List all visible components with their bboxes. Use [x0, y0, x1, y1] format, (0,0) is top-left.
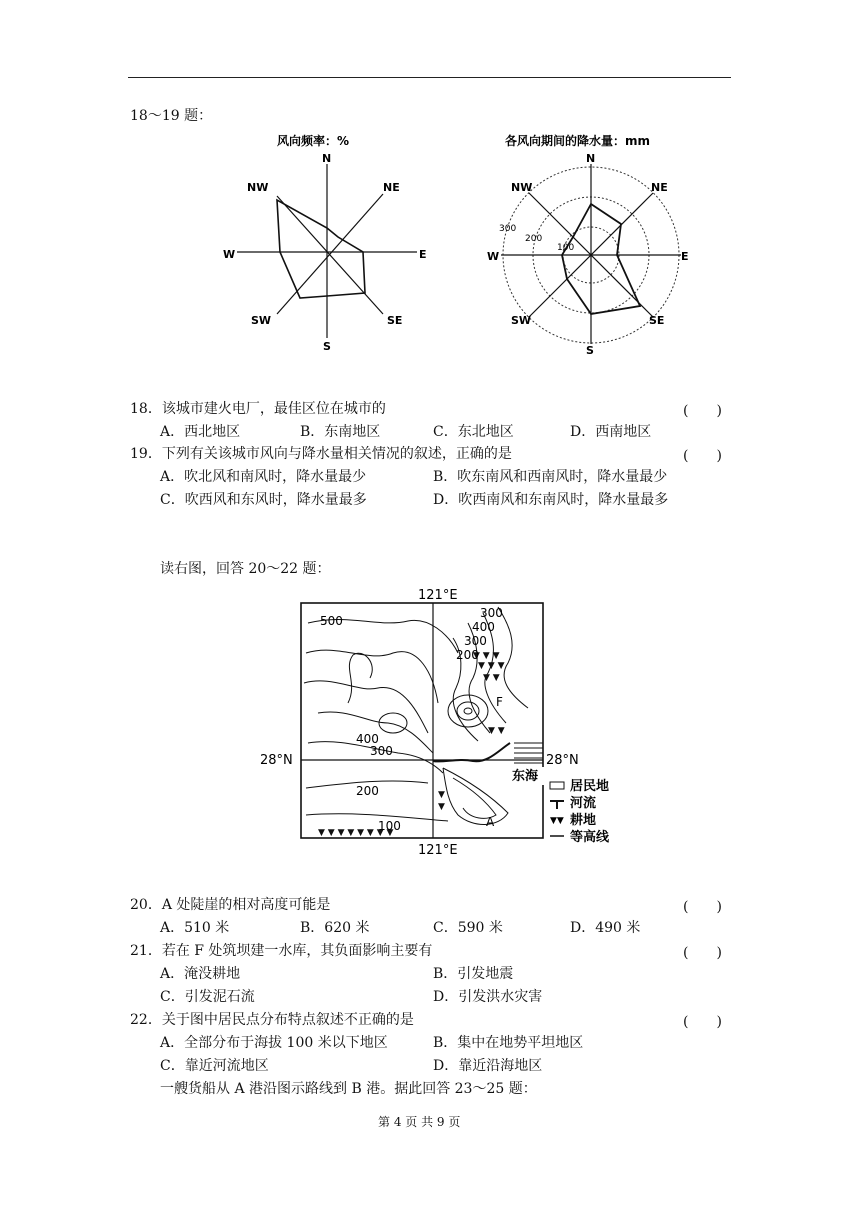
- q21-option-d: D．引发洪水灾害: [433, 989, 543, 1005]
- header-rule: [128, 77, 731, 78]
- rose2-label-ne: NE: [651, 181, 668, 194]
- legend-farmland: 耕地: [570, 813, 597, 828]
- rose1-label-w: W: [223, 248, 236, 261]
- q18-option-d: D．西南地区: [570, 424, 652, 440]
- rose2-label-e: E: [681, 250, 689, 263]
- legend-river-icon: [550, 801, 564, 809]
- ring-label-100: 100: [557, 243, 575, 253]
- q22-stem: 22．关于图中居民点分布特点叙述不正确的是: [130, 1012, 414, 1028]
- rose2-title: 各风向期间的降水量：mm: [505, 134, 651, 148]
- q19-option-c: C．吹西风和东风时，降水量最多: [160, 492, 367, 508]
- section-intro-23-25: 一艘货船从 A 港沿图示路线到 B 港。据此回答 23～25 题：: [160, 1081, 537, 1097]
- q21-option-a: A．淹没耕地: [160, 966, 241, 982]
- q18-answer-paren: ( ): [683, 403, 722, 419]
- legend-settlement-icon: [550, 782, 564, 789]
- lon-label-top: 121°E: [418, 588, 458, 603]
- q20-option-d: D．490 米: [570, 920, 641, 936]
- q21-stem: 21．若在 F 处筑坝建一水库，其负面影响主要有: [130, 943, 433, 959]
- contour-label-300-top: 300: [480, 606, 503, 620]
- rose2-label-sw: SW: [511, 314, 532, 327]
- point-a-label: A: [486, 815, 495, 829]
- svg-text:▼: ▼: [438, 790, 445, 800]
- legend-contour: 等高线: [570, 830, 610, 845]
- ring-label-200: 200: [525, 234, 543, 244]
- q20-answer-paren: ( ): [683, 899, 722, 915]
- q18-option-b: B．东南地区: [300, 424, 381, 440]
- contour-label-500: 500: [320, 614, 343, 628]
- svg-text:▼ ▼ ▼ ▼ ▼ ▼ ▼ ▼: ▼ ▼ ▼ ▼ ▼ ▼ ▼ ▼: [318, 828, 394, 838]
- sea-label: 东海: [512, 769, 539, 784]
- q19-answer-paren: ( ): [683, 448, 722, 464]
- svg-text:▼: ▼: [438, 802, 445, 812]
- rose1-label-e: E: [419, 248, 427, 261]
- q22-option-a: A．全部分布于海拔 100 米以下地区: [160, 1035, 388, 1051]
- legend-farmland-icon: ▼▼: [550, 816, 564, 826]
- contour-label-300-upper: 300: [464, 634, 487, 648]
- q20-option-b: B．620 米: [300, 920, 370, 936]
- q18-option-c: C．东北地区: [433, 424, 514, 440]
- legend-settlement: 居民地: [570, 779, 610, 794]
- frequency-polygon: [277, 200, 365, 298]
- rose1-label-sw: SW: [251, 314, 272, 327]
- q20-option-c: C．590 米: [433, 920, 503, 936]
- contour-label-100: 100: [378, 819, 401, 833]
- q22-answer-paren: ( ): [683, 1014, 722, 1030]
- svg-text:▼ ▼ ▼: ▼ ▼ ▼: [473, 651, 500, 661]
- contour-label-400-top: 400: [472, 620, 495, 634]
- q18-option-a: A．西北地区: [160, 424, 241, 440]
- svg-text:▼ ▼: ▼ ▼: [488, 726, 505, 736]
- rose2-label-s: S: [586, 344, 594, 357]
- wind-frequency-rose: [215, 128, 440, 358]
- q19-stem: 19．下列有关该城市风向与降水量相关情况的叙述，正确的是: [130, 446, 512, 462]
- page-footer: 第 4 页 共 9 页: [378, 1115, 461, 1129]
- contour-label-200-upper: 200: [456, 648, 479, 662]
- rose1-label-s: S: [323, 340, 331, 353]
- q19-option-d: D．吹西南风和东南风时，降水量最多: [433, 492, 669, 508]
- rose1-label-ne: NE: [383, 181, 400, 194]
- svg-text:▼ ▼: ▼ ▼: [483, 673, 500, 683]
- rose2-label-w: W: [487, 250, 500, 263]
- q22-option-b: B．集中在地势平坦地区: [433, 1035, 584, 1051]
- q20-stem: 20．A 处陡崖的相对高度可能是: [130, 897, 331, 913]
- rose1-label-se: SE: [387, 314, 403, 327]
- q18-stem: 18．该城市建火电厂，最佳区位在城市的: [130, 401, 386, 417]
- rose1-label-nw: NW: [247, 181, 269, 194]
- contour-label-400-mid: 400: [356, 732, 379, 746]
- lon-label-bottom: 121°E: [418, 843, 458, 858]
- section-intro-18-19: 18～19 题：: [130, 108, 213, 124]
- rose2-label-se: SE: [649, 314, 665, 327]
- q21-answer-paren: ( ): [683, 945, 722, 961]
- topographic-map: [258, 583, 638, 858]
- contour-label-200-lower: 200: [356, 784, 379, 798]
- rose2-label-n: N: [586, 152, 596, 165]
- q22-option-c: C．靠近河流地区: [160, 1058, 269, 1074]
- q19-option-a: A．吹北风和南风时，降水量最少: [160, 469, 367, 485]
- rose1-label-n: N: [322, 152, 332, 165]
- section-intro-20-22: 读右图，回答 20～22 题：: [160, 561, 331, 577]
- contour-label-300-mid: 300: [370, 744, 393, 758]
- lat-label-left: 28°N: [260, 753, 293, 768]
- rose1-title: 风向频率：%: [277, 134, 350, 148]
- q21-option-b: B．引发地震: [433, 966, 514, 982]
- precipitation-polygon: [562, 204, 640, 314]
- q20-option-a: A．510 米: [160, 920, 230, 936]
- q21-option-c: C．引发泥石流: [160, 989, 255, 1005]
- precipitation-rose: [485, 128, 700, 358]
- svg-text:▼ ▼ ▼: ▼ ▼ ▼: [478, 661, 505, 671]
- ring-label-300: 300: [499, 224, 517, 234]
- rose2-label-nw: NW: [511, 181, 533, 194]
- legend-river: 河流: [570, 796, 597, 811]
- q22-option-d: D．靠近沿海地区: [433, 1058, 543, 1074]
- q19-option-b: B．吹东南风和西南风时，降水量最少: [433, 469, 668, 485]
- lat-label-right: 28°N: [546, 753, 579, 768]
- point-f-label: F: [496, 695, 503, 709]
